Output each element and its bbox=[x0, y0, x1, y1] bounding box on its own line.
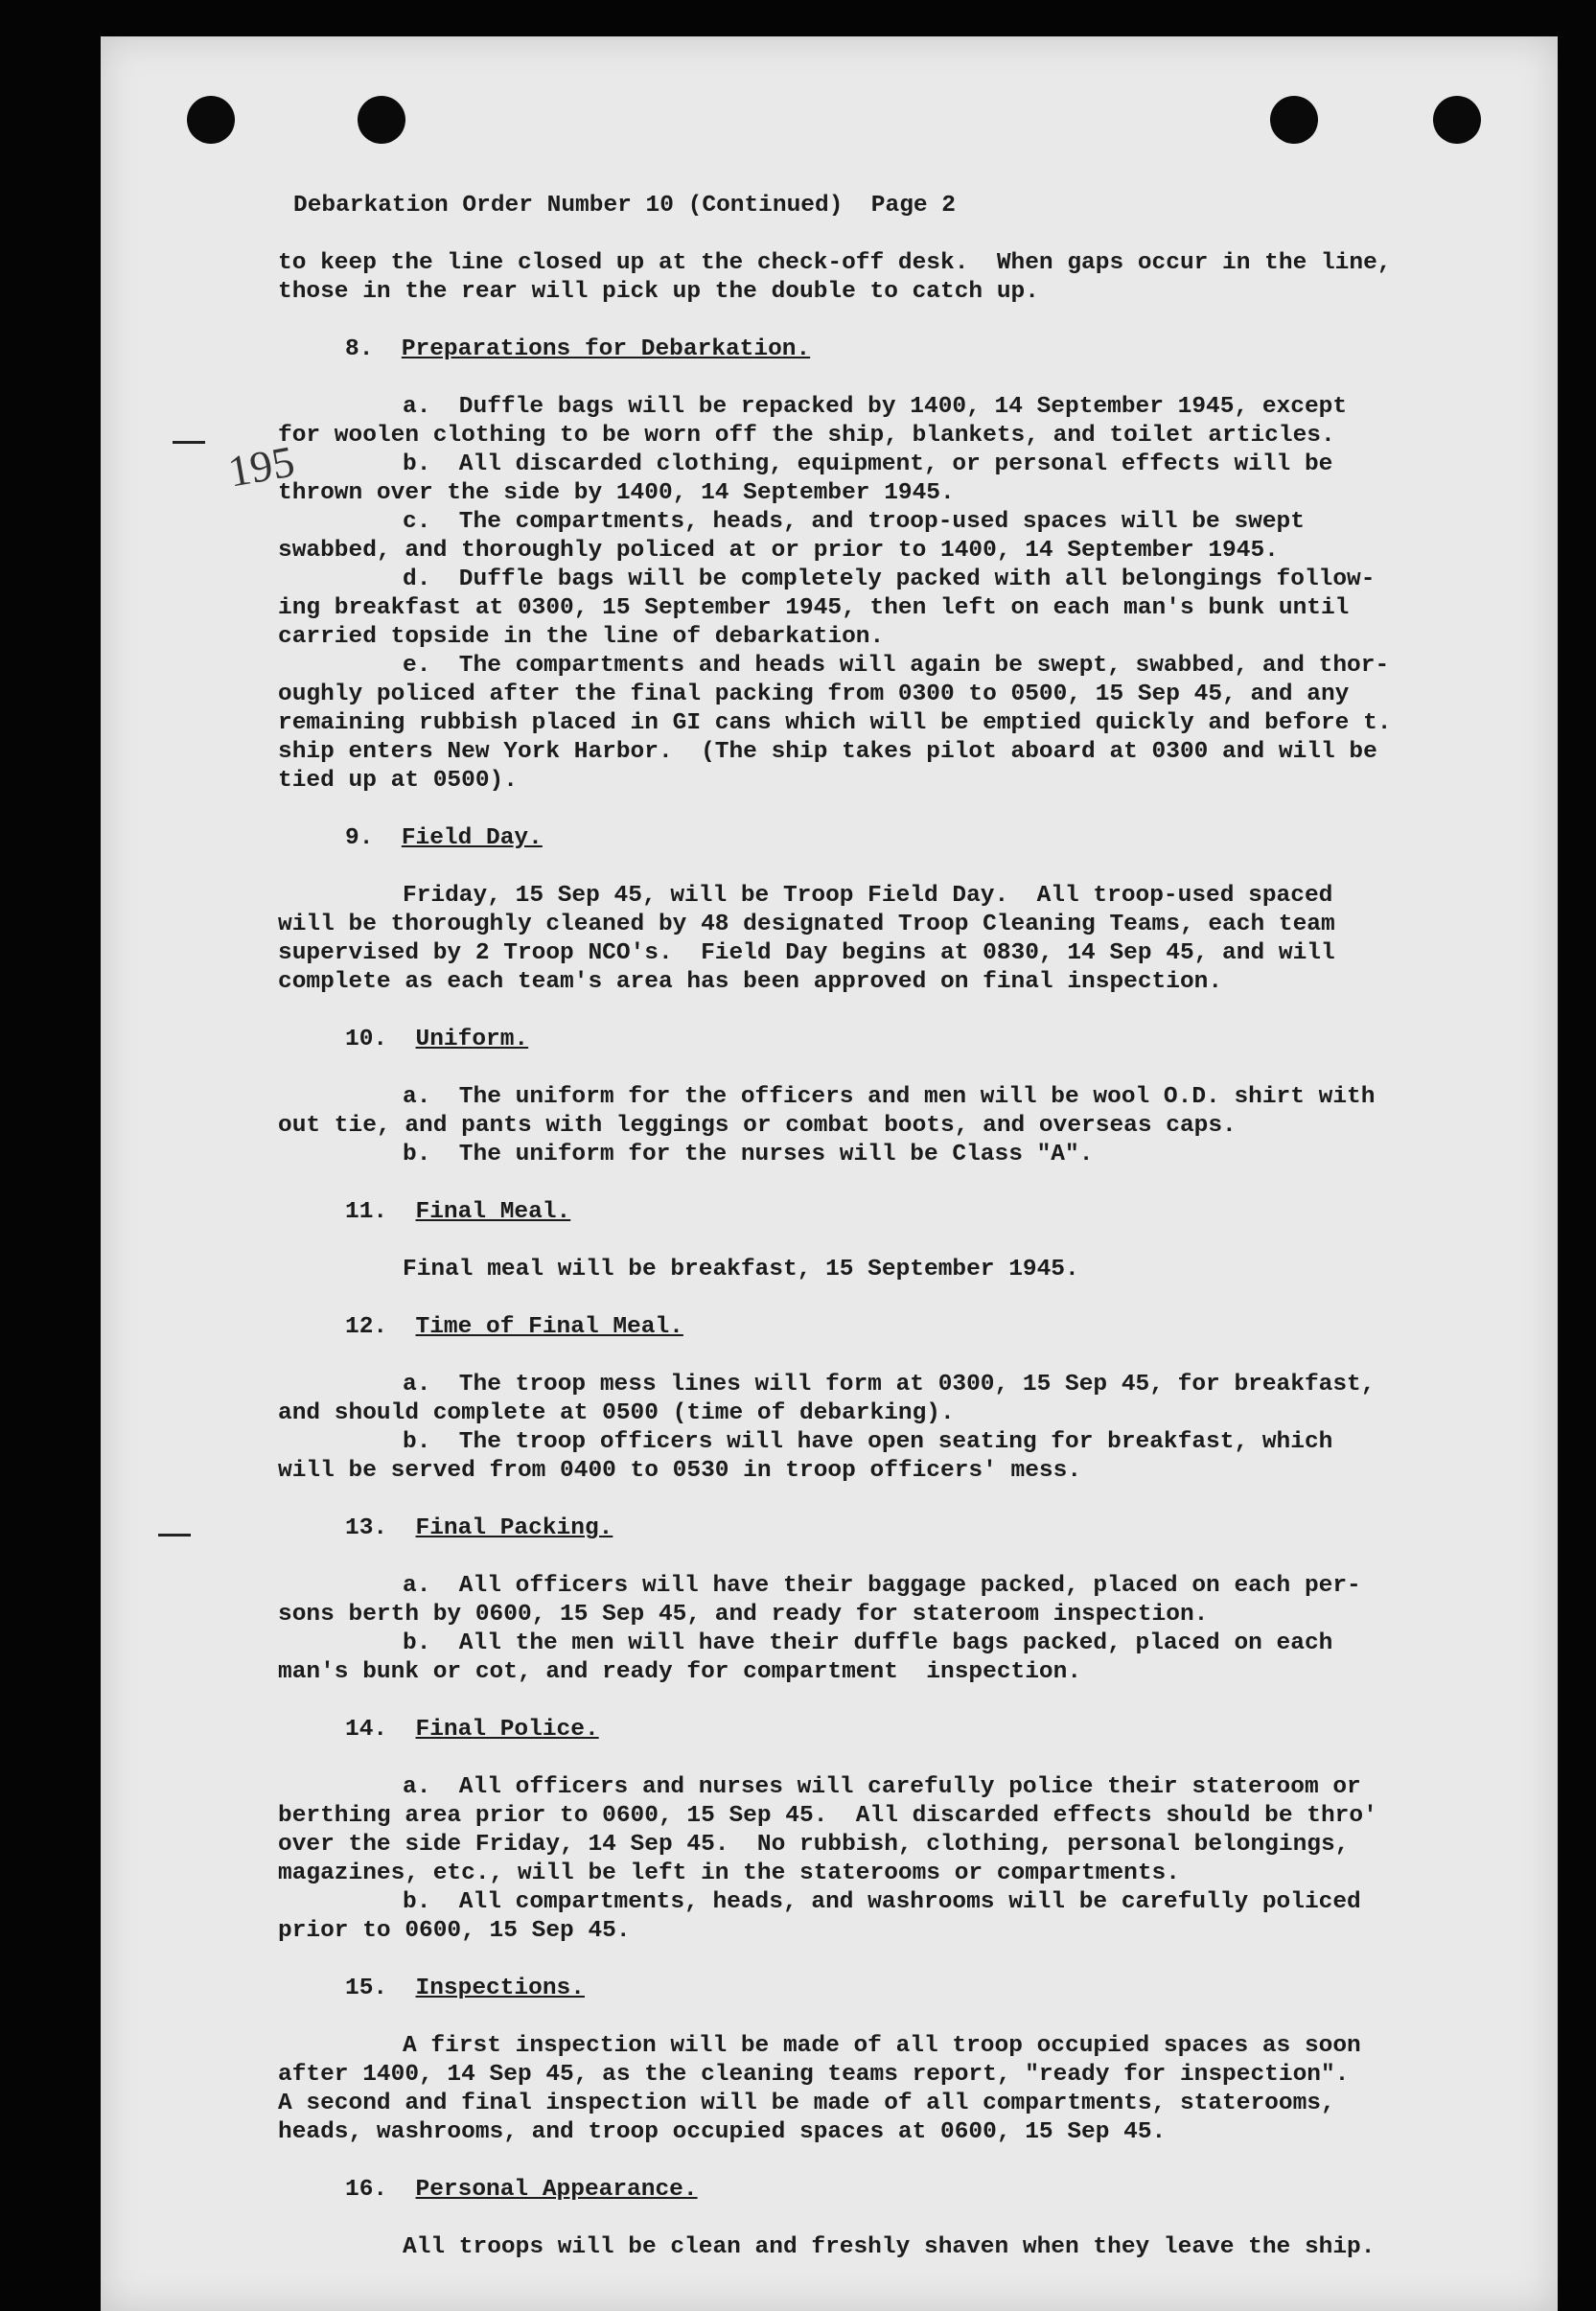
section-heading bbox=[278, 1716, 1476, 1745]
margin-number: 195 bbox=[224, 436, 298, 497]
text-line: Friday, 15 Sep 45, will be Troop Field Day. All troop-used spaced bbox=[403, 883, 1333, 909]
section-title: Field Day. bbox=[401, 825, 543, 851]
text-line: ing breakfast at 0300, 15 September 1945, then left on each man's bunk until bbox=[278, 595, 1350, 621]
section-title: Final Packing. bbox=[415, 1515, 613, 1541]
spacer bbox=[278, 1342, 1476, 1371]
margin-mark bbox=[158, 1534, 191, 1537]
text-line: A first inspection will be made of all troop occupied spaces as soon bbox=[403, 2033, 1361, 2059]
section-number: 15. bbox=[345, 1976, 416, 2001]
text-line: a. The troop mess lines will form at 0300, 15 Sep 45, for breakfast, bbox=[403, 1372, 1376, 1398]
text-line: those in the rear will pick up the double to catch up. bbox=[278, 279, 1039, 305]
section-title: Time of Final Meal. bbox=[415, 1314, 683, 1340]
section-heading bbox=[278, 1514, 1476, 1543]
text-line: c. The compartments, heads, and troop-used spaces will be swept bbox=[403, 509, 1305, 535]
spacer bbox=[278, 2205, 1476, 2233]
section-title: Uniform. bbox=[415, 1027, 529, 1052]
section-heading bbox=[278, 824, 1476, 853]
text-line: A second and final inspection will be made of all compartments, staterooms, bbox=[278, 2091, 1335, 2116]
text-line: Final meal will be breakfast, 15 September 1945. bbox=[403, 1257, 1079, 1283]
intro-paragraph bbox=[278, 249, 1476, 307]
section-title: Personal Appearance. bbox=[415, 2177, 698, 2203]
spacer bbox=[278, 2147, 1476, 2176]
section-heading bbox=[278, 2176, 1476, 2205]
section-number: 11. bbox=[345, 1199, 416, 1225]
text-line: for woolen clothing to be worn off the ship, blankets, and toilet articles. bbox=[278, 423, 1335, 449]
text-line: b. The uniform for the nurses will be Class "A". bbox=[403, 1142, 1094, 1167]
text-line: berthing area prior to 0600, 15 Sep 45. All discarded effects should be thro' bbox=[278, 1803, 1377, 1829]
text-line: All troops will be clean and freshly shaven when they leave the ship. bbox=[403, 2234, 1376, 2260]
text-line: ship enters New York Harbor. (The ship takes pilot aboard at 0300 and will be bbox=[278, 739, 1377, 765]
margin-mark bbox=[173, 441, 205, 444]
text-line: carried topside in the line of debarkation. bbox=[278, 624, 885, 650]
section-title: Preparations for Debarkation. bbox=[401, 336, 811, 362]
spacer bbox=[278, 1486, 1476, 1514]
spacer bbox=[278, 1687, 1476, 1716]
spacer bbox=[278, 1227, 1476, 1256]
text-line: oughly policed after the final packing from 0300 to 0500, 15 Sep 45, and any bbox=[278, 682, 1350, 707]
text-line: prior to 0600, 15 Sep 45. bbox=[278, 1918, 631, 1944]
text-line: will be served from 0400 to 0530 in troop officers' mess. bbox=[278, 1458, 1082, 1484]
text-line: magazines, etc., will be left in the staterooms or compartments. bbox=[278, 1860, 1180, 1886]
spacer bbox=[278, 2003, 1476, 2032]
section-number: 9. bbox=[345, 825, 402, 851]
text-line: sons berth by 0600, 15 Sep 45, and ready for stateroom inspection. bbox=[278, 1602, 1209, 1628]
section-number: 14. bbox=[345, 1717, 416, 1743]
text-line: a. All officers will have their baggage packed, placed on each per- bbox=[403, 1573, 1361, 1599]
text-line: b. The troop officers will have open seating for breakfast, which bbox=[403, 1429, 1333, 1455]
text-line: man's bunk or cot, and ready for compartment inspection. bbox=[278, 1659, 1082, 1685]
text-line: d. Duffle bags will be completely packed with all belongings follow- bbox=[403, 566, 1376, 592]
punch-hole bbox=[358, 96, 405, 144]
text-line: out tie, and pants with leggings or combat boots, and overseas caps. bbox=[278, 1113, 1237, 1139]
text-line: a. All officers and nurses will carefully police their stateroom or bbox=[403, 1774, 1361, 1800]
page-header: Debarkation Order Number 10 (Continued) Page 2 bbox=[293, 193, 957, 219]
text-line: b. All the men will have their duffle bags packed, placed on each bbox=[403, 1630, 1333, 1656]
section-number: 16. bbox=[345, 2177, 416, 2203]
section-heading bbox=[278, 1975, 1476, 2003]
text-line: e. The compartments and heads will again be swept, swabbed, and thor- bbox=[403, 653, 1390, 679]
section-heading bbox=[278, 1026, 1476, 1054]
spacer bbox=[278, 1284, 1476, 1313]
section-heading bbox=[278, 1198, 1476, 1227]
document-body bbox=[278, 192, 1476, 2262]
text-line: b. All compartments, heads, and washrooms will be carefully policed bbox=[403, 1889, 1361, 1915]
spacer bbox=[278, 1745, 1476, 1773]
spacer bbox=[278, 1169, 1476, 1198]
text-line: b. All discarded clothing, equipment, or personal effects will be bbox=[403, 451, 1333, 477]
spacer bbox=[278, 1946, 1476, 1975]
section-heading bbox=[278, 335, 1476, 364]
section-title: Inspections. bbox=[415, 1976, 585, 2001]
text-line: thrown over the side by 1400, 14 September 1945. bbox=[278, 480, 955, 506]
spacer bbox=[278, 1543, 1476, 1572]
spacer bbox=[278, 307, 1476, 335]
text-line: tied up at 0500). bbox=[278, 768, 518, 794]
punch-hole bbox=[1270, 96, 1318, 144]
text-line: and should complete at 0500 (time of debarking). bbox=[278, 1400, 955, 1426]
text-line: will be thoroughly cleaned by 48 designated Troop Cleaning Teams, each team bbox=[278, 912, 1335, 937]
text-line: after 1400, 14 Sep 45, as the cleaning teams report, "ready for inspection". bbox=[278, 2062, 1350, 2088]
text-line: supervised by 2 Troop NCO's. Field Day begins at 0830, 14 Sep 45, and will bbox=[278, 940, 1335, 966]
text-line: heads, washrooms, and troop occupied spaces at 0600, 15 Sep 45. bbox=[278, 2119, 1167, 2145]
section-number: 8. bbox=[345, 336, 402, 362]
text-line: remaining rubbish placed in GI cans which will be emptied quickly and before t. bbox=[278, 710, 1392, 736]
spacer bbox=[278, 1054, 1476, 1083]
text-line: over the side Friday, 14 Sep 45. No rubbish, clothing, personal belongings, bbox=[278, 1832, 1350, 1858]
punch-hole bbox=[187, 96, 235, 144]
punch-hole bbox=[1433, 96, 1481, 144]
section-title: Final Police. bbox=[415, 1717, 599, 1743]
spacer bbox=[278, 853, 1476, 882]
spacer bbox=[278, 364, 1476, 393]
text-line: swabbed, and thoroughly policed at or prior to 1400, 14 September 1945. bbox=[278, 538, 1279, 564]
section-number: 12. bbox=[345, 1314, 416, 1340]
section-number: 10. bbox=[345, 1027, 416, 1052]
spacer bbox=[278, 997, 1476, 1026]
text-line: to keep the line closed up at the check-off desk. When gaps occur in the line, bbox=[278, 250, 1392, 276]
section-number: 13. bbox=[345, 1515, 416, 1541]
sections bbox=[278, 307, 1476, 2262]
text-line: complete as each team's area has been approved on final inspection. bbox=[278, 969, 1223, 995]
spacer bbox=[278, 796, 1476, 824]
section-heading bbox=[278, 1313, 1476, 1342]
section-title: Final Meal. bbox=[415, 1199, 571, 1225]
text-line: a. Duffle bags will be repacked by 1400, 14 September 1945, except bbox=[403, 394, 1348, 420]
text-line: a. The uniform for the officers and men will be wool O.D. shirt with bbox=[403, 1084, 1376, 1110]
